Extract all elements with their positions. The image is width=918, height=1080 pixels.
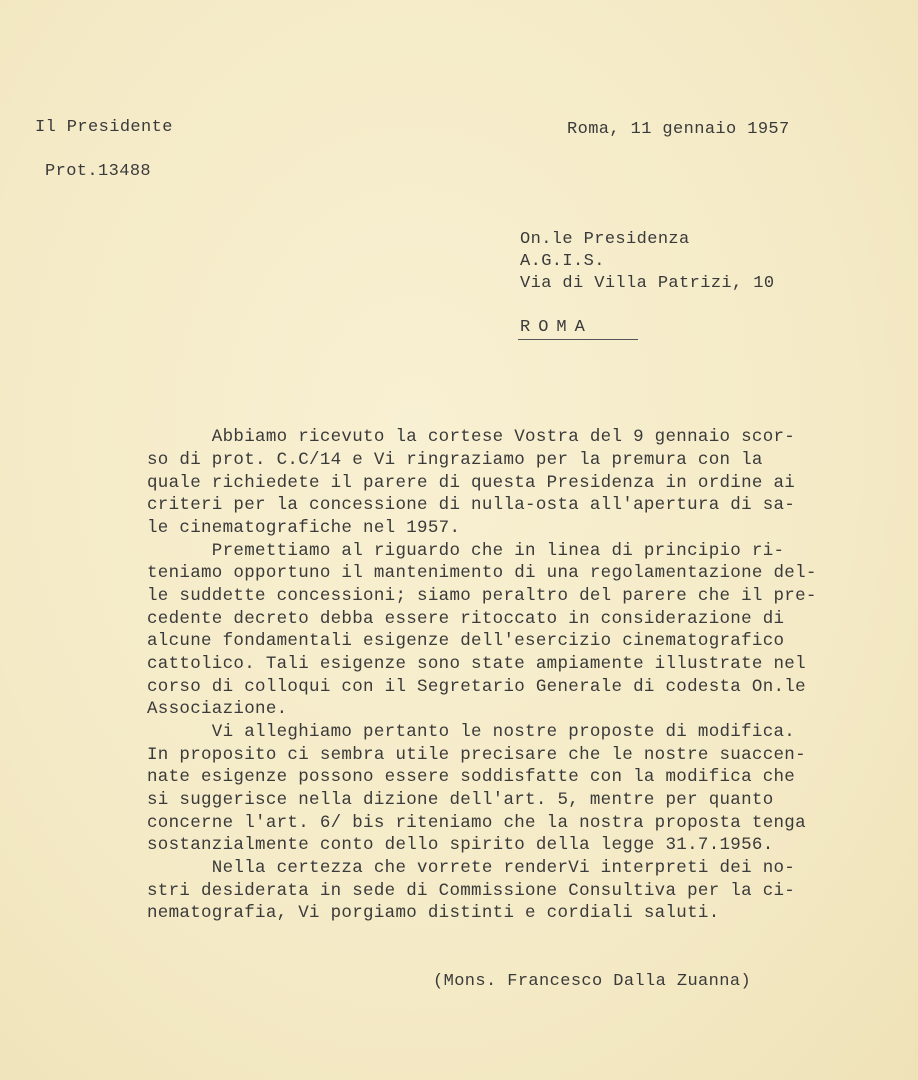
body-line: le cinematografiche nel 1957. (147, 518, 461, 538)
body-line: concerne l'art. 6/ bis riteniamo che la nostra proposta tenga (147, 813, 806, 833)
body-line: sostanzialmente conto dello spirito della legge 31.7.1956. (147, 835, 774, 855)
body-line: In proposito ci sembra utile precisare che le nostre suaccen- (147, 745, 806, 765)
body-line: corso di colloqui con il Segretario Generale di codesta On.le (147, 677, 806, 697)
recipient-line-1: On.le Presidenza (520, 230, 690, 249)
body-line: nate esigenze possono essere soddisfatte con la modifica che (147, 767, 796, 787)
body-line: alcune fondamentali esigenze dell'esercizio cinematografico (147, 631, 785, 651)
body-line: le suddette concessioni; siamo peraltro del parere che il pre- (147, 586, 817, 606)
sender-title: Il Presidente (35, 118, 173, 137)
body-line: si suggerisce nella dizione dell'art. 5, mentre per quanto (147, 790, 774, 810)
body-line: Nella certezza che vorrete renderVi interpreti dei no- (147, 858, 796, 878)
recipient-city: ROMA (520, 318, 593, 337)
body-line: Associazione. (147, 699, 288, 719)
recipient-line-2: A.G.I.S. (520, 252, 605, 271)
body-line: teniamo opportuno il mantenimento di una regolamentazione del- (147, 563, 817, 583)
body-line: Abbiamo ricevuto la cortese Vostra del 9 gennaio scor- (147, 427, 796, 447)
body-line: stri desiderata in sede di Commissione Consultiva per la ci- (147, 881, 796, 901)
body-line: criteri per la concessione di nulla-osta all'apertura di sa- (147, 495, 796, 515)
body-line: quale richiedete il parere di questa Presidenza in ordine ai (147, 473, 796, 493)
recipient-line-3: Via di Villa Patrizi, 10 (520, 274, 775, 293)
recipient-city-underline (518, 339, 638, 340)
signature: (Mons. Francesco Dalla Zuanna) (433, 972, 752, 991)
protocol-number: Prot.13488 (45, 162, 152, 181)
body-line: Premettiamo al riguardo che in linea di principio ri- (147, 541, 785, 561)
body-line: nematografia, Vi porgiamo distinti e cordiali saluti. (147, 903, 720, 923)
letter-date: Roma, 11 gennaio 1957 (567, 120, 790, 139)
body-line: Vi alleghiamo pertanto le nostre proposte di modifica. (147, 722, 796, 742)
body-line: cedente decreto debba essere ritoccato in considerazione di (147, 609, 785, 629)
body-line: cattolico. Tali esigenze sono state ampiamente illustrate nel (147, 654, 806, 674)
body-line: so di prot. C.C/14 e Vi ringraziamo per la premura con la (147, 450, 763, 470)
